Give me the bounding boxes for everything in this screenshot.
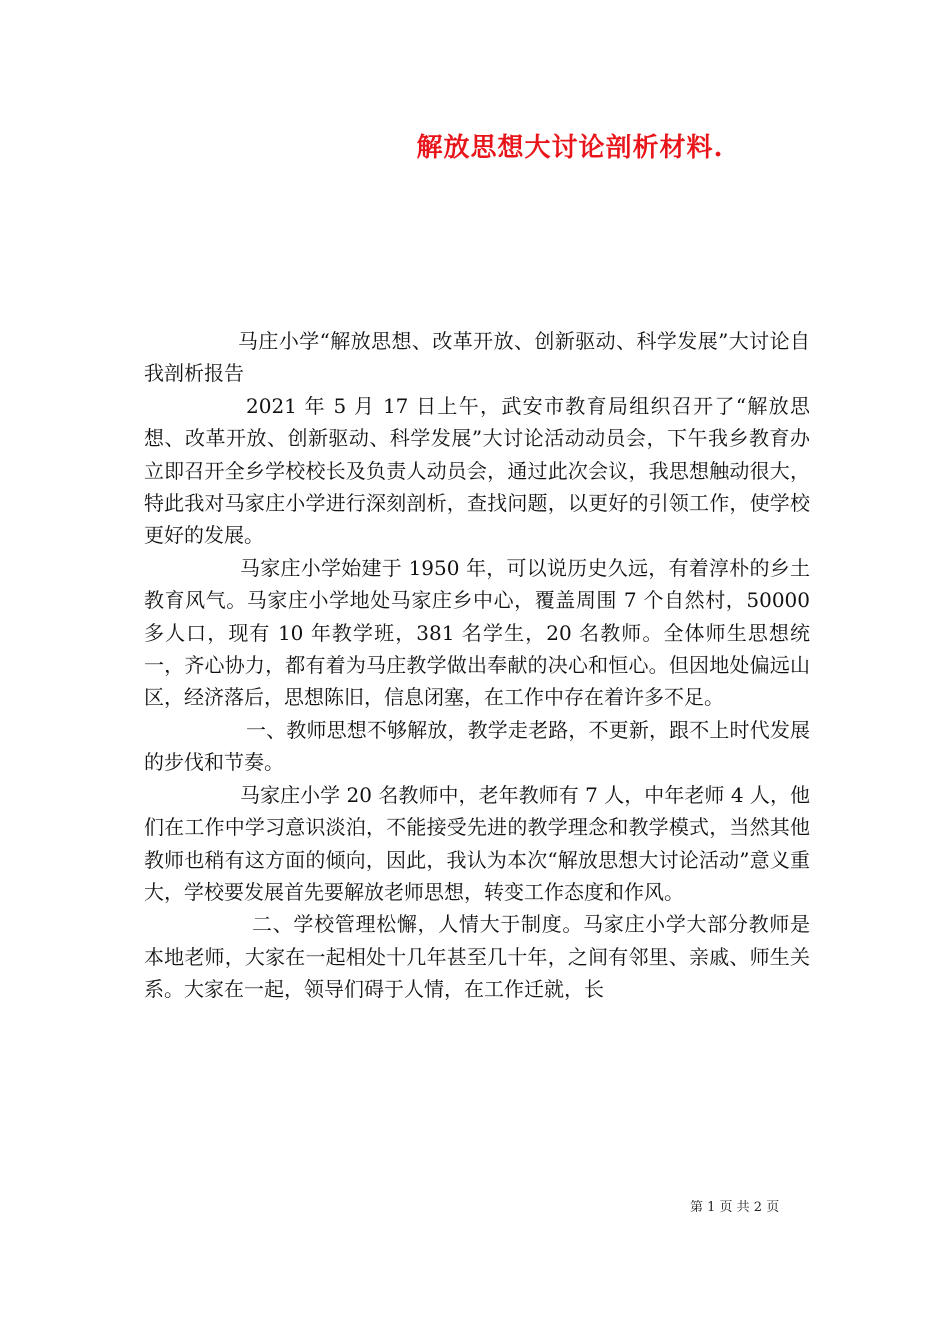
paragraph-issue-one-heading: 一、教师思想不够解放，教学走老路，不更新，跟不上时代发展的步伐和节奏。 bbox=[144, 717, 810, 775]
document-title: 解放思想大讨论剖析材料. bbox=[416, 133, 724, 163]
paragraph-meeting: 2021 年 5 月 17 日上午，武安市教育局组织召开了“解放思想、改革开放、创新驱动、科学发展”大讨论活动动员会，下午我乡教育办立即召开全乡学校校长及负责人动员会，通过此次会议，我思想触动很大，特此我对马家庄小学进行深刻剖析，查找问题，以更好的引领工作，使学校更好的发展。 bbox=[144, 393, 810, 548]
document-body bbox=[144, 325, 810, 1006]
paragraph-school-history: 马家庄小学始建于 1950 年，可以说历史久远，有着淳朴的乡土教育风气。马家庄小学地处马家庄乡中心，覆盖周围 7 个自然村，50000 多人口，现有 10 年教学班，381 名学生，20 名教师。全体师生思想统一，齐心协力，都有着为马庄教学做出奉献的决心和恒心。但因地处偏远山区，经济落后，思想陈旧，信息闭塞，在工作中存在着许多不足。 bbox=[144, 555, 810, 710]
report-subtitle: 马庄小学“解放思想、改革开放、创新驱动、科学发展”大讨论自我剖析报告 bbox=[144, 329, 810, 386]
page-number-footer: 第 1 页 共 2 页 bbox=[690, 1200, 780, 1215]
paragraph-teacher-composition: 马家庄小学 20 名教师中，老年教师有 7 人，中年老师 4 人，他们在工作中学习意识淡泊，不能接受先进的教学理念和教学模式，当然其他教师也稍有这方面的倾向，因此，我认为本次“解放思想大讨论活动”意义重大，学校要发展首先要解放老师思想，转变工作态度和作风。 bbox=[144, 782, 810, 904]
paragraph-issue-two: 二、学校管理松懈，人情大于制度。马家庄小学大部分教师是本地老师，大家在一起相处十几年甚至几十年，之间有邻里、亲戚、师生关系。大家在一起，领导们碍于人情，在工作迁就，长 bbox=[144, 912, 810, 1002]
